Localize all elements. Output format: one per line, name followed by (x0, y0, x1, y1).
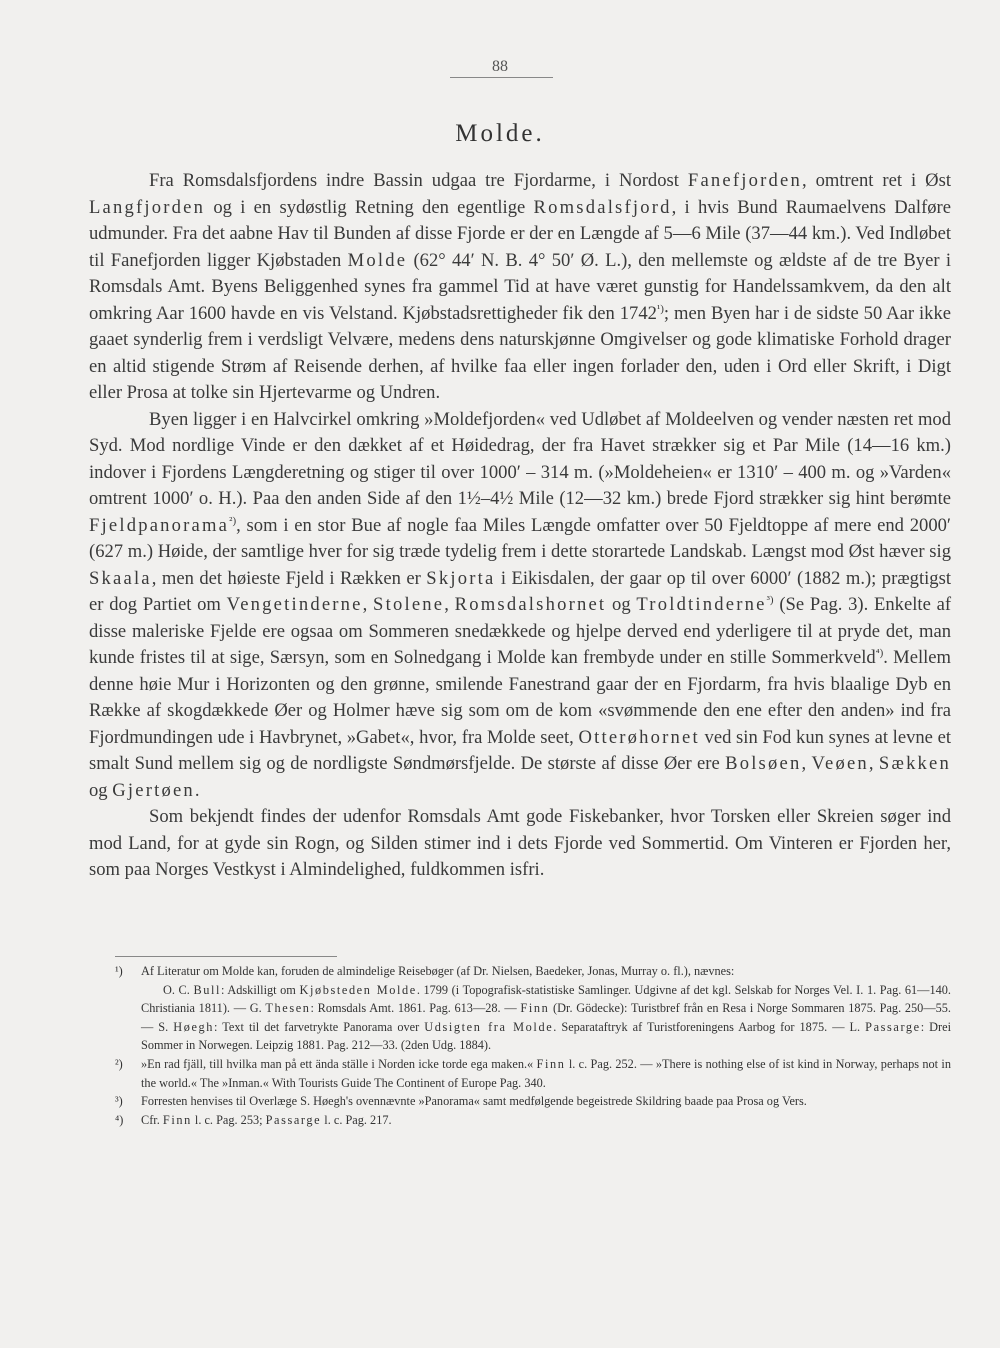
spaced-text: Otterøhornet (578, 726, 700, 748)
text-run: , i hvis Bund Raumaelvens Dalføre udmunder. Fra det aabne Hav til Bunden af disse Fjorde er der en Længde af 5—6 Mile (37—44 km.). Ved Indløbet til Fanefjorden ligger Kjøbstaden (89, 196, 951, 271)
text-run: Byen ligger i en Halvcirkel omkring »Moldefjorden« ved Udløbet af Moldeelven og vender næsten ret mod Syd. Mod nordlige Vinde er den dækket af et Høidedrag, der fra Havet strækker sig et Par Mile (14—16 km.) indover i Fjordens Længderetning og stiger til over 1000′ – 314 m. (»Moldeheien« er 1310′ – 400 m. og »Varden« omtrent 1000′ o. H.). Paa den anden Side af den 1½–4½ Mile (12—32 km.) brede Fjord strækker sig hint berømte (89, 408, 951, 509)
text-run: . (194, 779, 200, 801)
text-run: l. c. Pag. 217. (321, 1112, 392, 1127)
text-run: . Separataftryk af Turistforeningens Aarbog for 1875. — L. (553, 1019, 866, 1034)
text-run: , (444, 594, 455, 615)
footnote-text (141, 1057, 951, 1090)
text-run: : Adskilligt om (221, 982, 300, 997)
text-run: Som bekjendt findes der udenfor Romsdals Amt gode Fiskebanker, hvor Torsken eller Skreien søger ind mod Land, for at gyde sin Rogn, og Silden stimer ind i dets Fjorde ved Sommertid. Om Vinteren er Fjorden her, som paa Norges Vestkyst i Almindelighed, fuldkommen isfri. (89, 806, 951, 880)
footnote-text (141, 964, 734, 978)
text-run: Forresten henvises til Overlæge S. Høegh's ovennævnte »Panorama« samt medfølgende begeistrede Skildring baade paa Prosa og Vers. (141, 1094, 807, 1109)
spaced-text: Veøen (811, 753, 869, 774)
footnote-mark: ²) (115, 1056, 123, 1071)
spaced-text: Fjeldpanorama (89, 514, 230, 536)
text-run: , omtrent ret i Øst (801, 170, 951, 191)
text-run: i Eikisdalen, der gaar op til over 6000′ (1882 m.); prægtigst er dog Partiet om (89, 567, 951, 615)
paragraph (89, 804, 951, 884)
footnote-mark: ¹) (115, 964, 123, 978)
spaced-text: Langfjorden (89, 196, 206, 218)
text-run: , som i en stor Bue af nogle faa Miles Længde omfatter over 50 Fjeldtoppe af mere end 2000′ (627 m.) Høide, der samtlige hver for sig træde tydelig frem i dette storartede Landskab. Længst mod Øst hæver sig (89, 514, 951, 562)
text-run: l. c. Pag. 253; (191, 1112, 266, 1127)
text-run: Af Literatur om Molde kan, foruden de almindelige Reisebøger (af Dr. Nielsen, Baedeker, Jonas, Murray o. fl.), nævnes: (141, 964, 735, 978)
spaced-text: Troldtinderne (636, 594, 767, 615)
text-run: : Romsdals Amt. 1861. Pag. 613—28. — (310, 1001, 521, 1016)
footnote-mark: ⁴) (115, 1112, 124, 1127)
footnote-text (141, 1094, 807, 1108)
footnotes (115, 962, 951, 1129)
spaced-text: Skjorta (426, 567, 496, 589)
spaced-text: Høegh (173, 1019, 215, 1034)
spaced-text: Udsigten fra Molde (424, 1019, 554, 1034)
footnote (115, 962, 951, 1055)
spaced-text: Skaala (89, 567, 152, 589)
text-run: ved sin Fod kun synes at levne et smalt Sund mellem sig og de nordligste Søndmørsfjelde. De største af disse Øer ere (89, 726, 952, 774)
spaced-text: Gjertøen (112, 779, 195, 801)
text-run: og i en sydøstlig Retning den egentlige (205, 196, 534, 218)
text-run: l. c. Pag. 252. — »There is nothing else of ist kind in Norway, perhaps not in the world.« The »Inman.« With Tourists Guide The Continent of Europe Pag. 340. (141, 1056, 951, 1090)
spaced-text: Bolsøen (725, 753, 802, 774)
text-run: , (362, 594, 374, 615)
text-run: . Mellem denne høie Mur i Horizonten og den grønne, smilende Fanestrand gaar der en Fjordarm, fra hvis blaalige Dyb en Række af skogdækkede Øer og Holmer hæve sig som om de kom «svømmende den ene efter den anden» ind fra Fjordmundingen ude i Havbrynet, »Gabet«, hvor, fra Molde seet, (89, 647, 951, 748)
text-run: ; men Byen har i de sidste 50 Aar ikke gaaet synderlig frem i verdsligt Velvære, medens dens naturskjønne Omgivelser og gode klimatiske Forhold drager en altid stigende Strøm af Reisende derhen, af hvilke faa eller ingen forlader den, uden i Ord eller Skrift, i Digt eller Prosa at tolke sin Hjertevarme og Undren. (89, 302, 951, 403)
spaced-text: Molde (347, 249, 408, 271)
footnote-reference: ²) (229, 514, 237, 527)
footnote-text (141, 981, 951, 1055)
spaced-text: Finn (520, 1001, 550, 1016)
footnote-reference: ¹) (656, 302, 664, 315)
text-run: , (801, 753, 812, 774)
text-run: , (868, 753, 879, 774)
spaced-text: Vengetinderne (226, 594, 363, 615)
text-run: »En rad fjäll, till hvilka man på ett ända ställe i Norden icke torde ega maken.« (141, 1056, 537, 1071)
text-run: : Text til det farvetrykte Panorama over (214, 1019, 425, 1034)
spaced-text: Bull (193, 982, 222, 997)
spaced-text: Sækken (878, 753, 952, 774)
spaced-text: Stolene (373, 594, 445, 615)
spaced-text: Thesen (265, 1001, 311, 1016)
spaced-text: Passarge (865, 1019, 921, 1034)
paragraph (89, 407, 951, 805)
footnote (115, 1055, 951, 1092)
text-run: Cfr. (141, 1112, 163, 1127)
text-run: og (89, 779, 113, 801)
footnote-rule (115, 956, 337, 957)
page-number: 88 (492, 58, 508, 75)
body-text (89, 168, 951, 884)
text-run: , men det høieste Fjeld i Rækken er (151, 567, 427, 589)
text-run: : Drei Sommer in Norwegen. Leipzig 1881. Pag. 212—33. (2den Udg. 1884). (141, 1019, 952, 1053)
spaced-text: Kjøbsteden Molde (299, 982, 417, 997)
footnote (115, 1092, 951, 1111)
spaced-text: Romsdalsfjord (533, 196, 672, 218)
footnote-reference: ³) (766, 593, 774, 606)
text-run: Fra Romsdalsfjordens indre Bassin udgaa tre Fjordarme, i Nordost (149, 170, 688, 191)
spaced-text: Fanefjorden (687, 170, 802, 191)
text-run: (Se Pag. 3). Enkelte af disse maleriske Fjelde ere ogsaa om Sommeren snedækkede og hjelpe derved end yderligere til at pryde det, man kunde fristes til at sige, Særsyn, som en Solnedgang i Molde kan frembyde under en stille Sommerkveld (89, 594, 952, 668)
spaced-text: Finn (162, 1112, 192, 1127)
spaced-text: Passarge (265, 1112, 322, 1127)
footnote (115, 1111, 951, 1130)
spaced-text: Finn (536, 1056, 566, 1071)
text-run: O. C. (163, 982, 194, 997)
page-number-rule (450, 77, 553, 78)
footnote-reference: ⁴) (875, 646, 884, 659)
chapter-title: Molde. (455, 120, 545, 147)
text-run: . 1799 (i Topografisk-statistiske Samlinger. Udgivne af det kgl. Selskab for Norges Vel. I. 1. Pag. 61—140. Christiania 1811). — G. (141, 982, 952, 1016)
spaced-text: Romsdalshornet (454, 594, 607, 615)
text-run: og (606, 594, 637, 615)
footnote-mark: ³) (115, 1094, 123, 1109)
footnote-text (141, 1113, 392, 1127)
text-run: (Dr. Gödecke): Turistbref från en Resa i Norge Sommaren 1875. Pag. 250—55. — S. (141, 1001, 951, 1034)
paragraph (89, 168, 951, 407)
text-run: (62° 44′ N. B. 4° 50′ Ø. L.), den mellemste og ældste af de tre Byer i Romsdals Amt. Byens Beliggenhed synes fra gammel Tid at have været gunstig for Handelssamkvem, da den alt omkring Aar 1600 havde en vis Velstand. Kjøbstadsrettigheder fik den 1742 (89, 249, 951, 324)
